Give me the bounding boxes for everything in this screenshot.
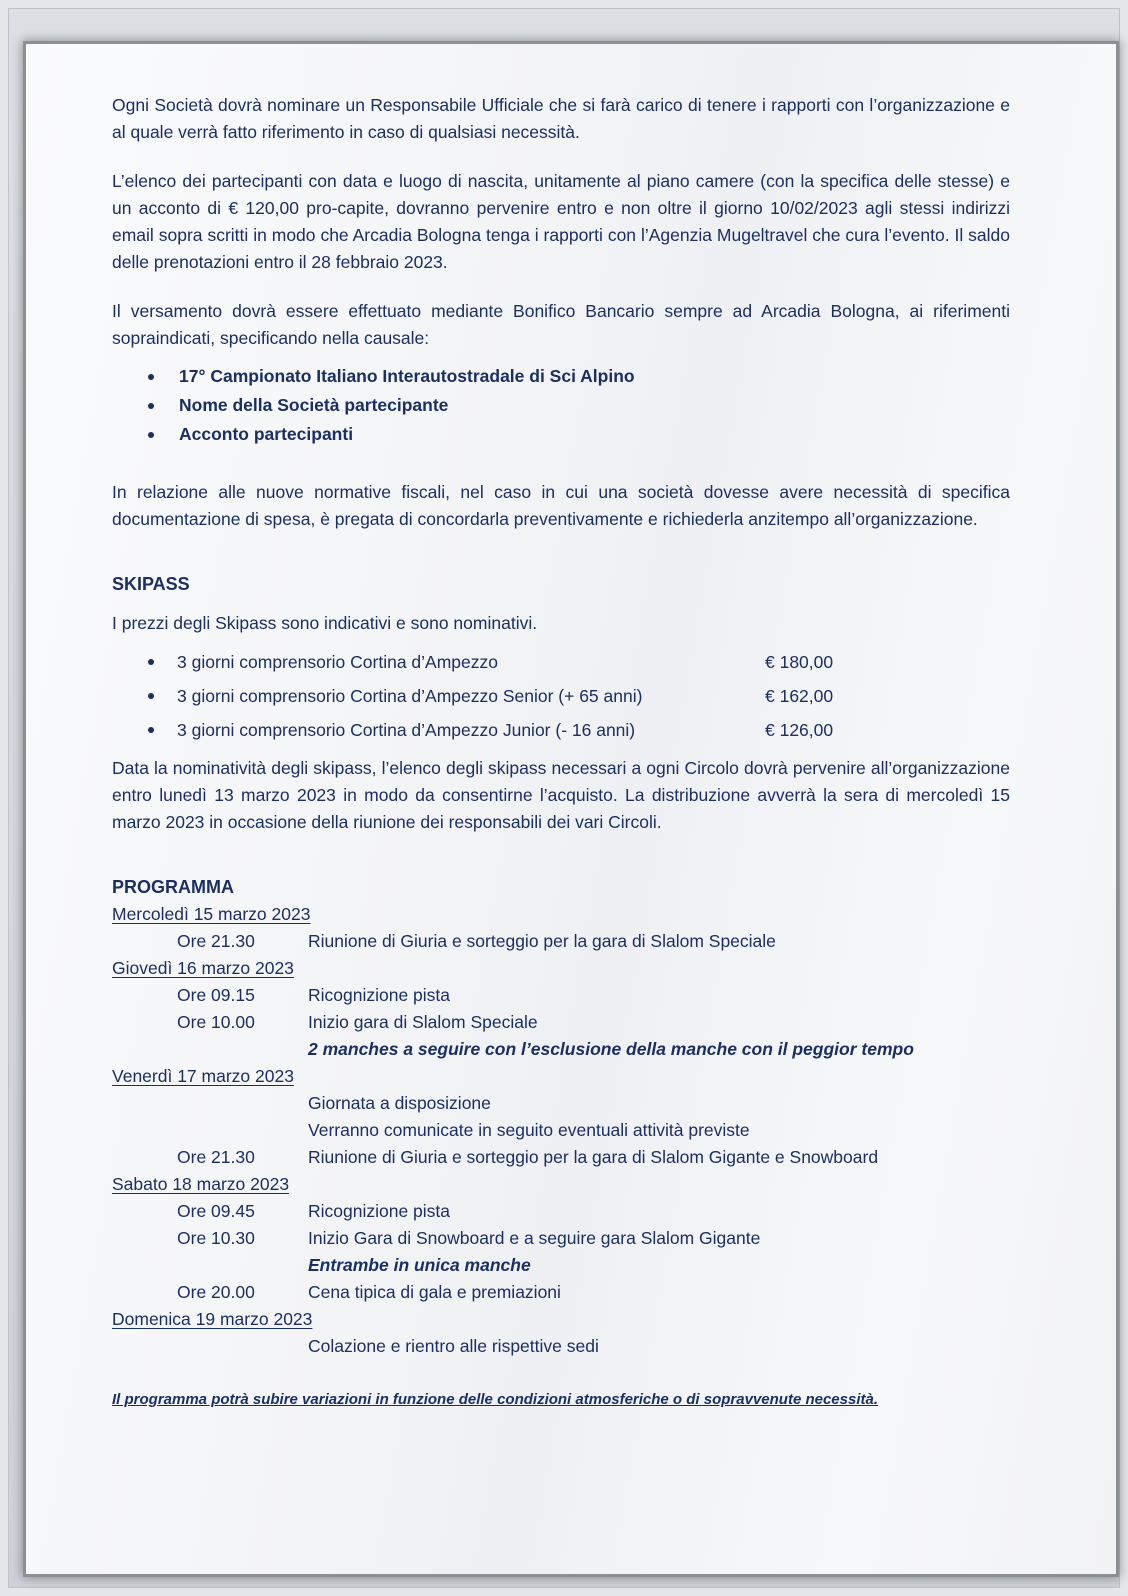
schedule-row — [112, 1252, 1010, 1279]
schedule-day: Venerdì 17 marzo 2023 — [112, 1066, 294, 1086]
skipass-price: € 162,00 — [765, 686, 834, 706]
schedule-desc: Ricognizione pista — [308, 985, 451, 1005]
schedule-desc: Cena tipica di gala e premiazioni — [308, 1282, 561, 1302]
schedule-desc: Ricognizione pista — [308, 1201, 451, 1221]
list-item — [112, 645, 1010, 679]
list-item: 17° Campionato Italiano Interautostradale di Sci Alpino — [112, 362, 1010, 391]
schedule-desc: Colazione e rientro alle rispettive sedi — [308, 1336, 599, 1356]
list-item — [112, 713, 1010, 747]
skipass-label: 3 giorni comprensorio Cortina d’Ampezzo — [177, 652, 498, 672]
skipass-price-list — [112, 645, 1010, 747]
causale-list — [112, 362, 1010, 449]
schedule-desc: Verranno comunicate in seguito eventuali attività previste — [308, 1120, 750, 1140]
schedule-time: Ore 09.15 — [177, 985, 255, 1005]
schedule-row — [112, 1036, 1010, 1063]
schedule-day: Sabato 18 marzo 2023 — [112, 1174, 290, 1194]
schedule-time: Ore 10.00 — [177, 1012, 255, 1032]
schedule-row — [112, 982, 1010, 1009]
skipass-note: Data la nominatività degli skipass, l’elenco degli skipass necessari a ogni Circolo dovrà pervenire all’organizzazione entro lunedì 13 marzo 2023 in modo da consentirne l’acquisto. La distribuzione avverrà la sera di mercoledì 15 marzo 2023 in occasione della riunione dei responsabili dei vari Circoli. — [112, 758, 1010, 832]
skipass-label: 3 giorni comprensorio Cortina d’Ampezzo Senior (+ 65 anni) — [177, 686, 643, 706]
schedule-row — [112, 928, 1010, 955]
skipass-intro: I prezzi degli Skipass sono indicativi e sono nominativi. — [112, 613, 538, 633]
schedule-row — [112, 1225, 1010, 1252]
skipass-heading: SKIPASS — [112, 574, 190, 594]
schedule-time: Ore 09.45 — [177, 1201, 255, 1221]
programma-disclaimer: Il programma potrà subire variazioni in funzione delle condizioni atmosferiche o di sopravvenute necessità. — [112, 1391, 879, 1408]
schedule-time: Ore 10.30 — [177, 1228, 255, 1248]
schedule-time: Ore 21.30 — [177, 931, 255, 951]
schedule-day: Mercoledì 15 marzo 2023 — [112, 904, 311, 924]
intro-paragraph-responsabile: Ogni Società dovrà nominare un Responsabile Ufficiale che si farà carico di tenere i rapporti con l’organizzazione e al quale verrà fatto riferimento in caso di qualsiasi necessità. — [112, 95, 1010, 142]
document-frame — [8, 8, 1120, 1588]
schedule-row — [112, 1117, 1010, 1144]
schedule-desc-emphasis: Entrambe in unica manche — [308, 1255, 531, 1275]
schedule-day: Domenica 19 marzo 2023 — [112, 1309, 313, 1329]
schedule-time: Ore 20.00 — [177, 1282, 255, 1302]
schedule-desc: Inizio gara di Slalom Speciale — [308, 1012, 538, 1032]
schedule-desc: Riunione di Giuria e sorteggio per la gara di Slalom Speciale — [308, 931, 776, 951]
page-content — [112, 92, 1010, 1413]
schedule-row — [112, 1333, 1010, 1360]
programma-schedule — [112, 901, 1010, 1360]
skipass-price: € 180,00 — [765, 652, 834, 672]
skipass-price: € 126,00 — [765, 720, 834, 740]
schedule-row — [112, 1198, 1010, 1225]
schedule-time: Ore 21.30 — [177, 1147, 255, 1167]
schedule-row — [112, 1144, 1010, 1171]
schedule-desc: Giornata a disposizione — [308, 1093, 491, 1113]
list-item: Nome della Società partecipante — [112, 391, 1010, 420]
schedule-row — [112, 1090, 1010, 1117]
intro-paragraph-partecipanti: L’elenco dei partecipanti con data e luogo di nascita, unitamente al piano camere (con la specifica delle stesse) e un acconto di € 120,00 pro-capite, dovranno pervenire entro e non oltre il giorno 10/02/2023 agli stessi indirizzi email sopra scritti in modo che Arcadia Bologna tenga i rapporti con l’Agenzia Mugeltravel che cura l’evento. Il saldo delle prenotazioni entro il 28 febbraio 2023. — [112, 171, 1010, 272]
schedule-row — [112, 1279, 1010, 1306]
list-item: Acconto partecipanti — [112, 420, 1010, 449]
schedule-desc-emphasis: 2 manches a seguire con l’esclusione della manche con il peggior tempo — [308, 1039, 914, 1059]
schedule-desc: Riunione di Giuria e sorteggio per la gara di Slalom Gigante e Snowboard — [308, 1147, 879, 1167]
intro-paragraph-normative: In relazione alle nuove normative fiscali, nel caso in cui una società dovesse avere necessità di specifica documentazione di spesa, è pregata di concordarla preventivamente e richiederla anzitempo all’organizzazione. — [112, 482, 1010, 529]
skipass-label: 3 giorni comprensorio Cortina d’Ampezzo Junior (- 16 anni) — [177, 720, 636, 740]
schedule-row — [112, 1009, 1010, 1036]
programma-heading: PROGRAMMA — [112, 877, 234, 897]
intro-paragraph-versamento: Il versamento dovrà essere effettuato mediante Bonifico Bancario sempre ad Arcadia Bologna, ai riferimenti sopraindicati, specificando nella causale: — [112, 301, 1010, 348]
document-page — [26, 44, 1116, 1574]
schedule-day: Giovedì 16 marzo 2023 — [112, 958, 294, 978]
list-item — [112, 679, 1010, 713]
schedule-desc: Inizio Gara di Snowboard e a seguire gara Slalom Gigante — [308, 1228, 761, 1248]
